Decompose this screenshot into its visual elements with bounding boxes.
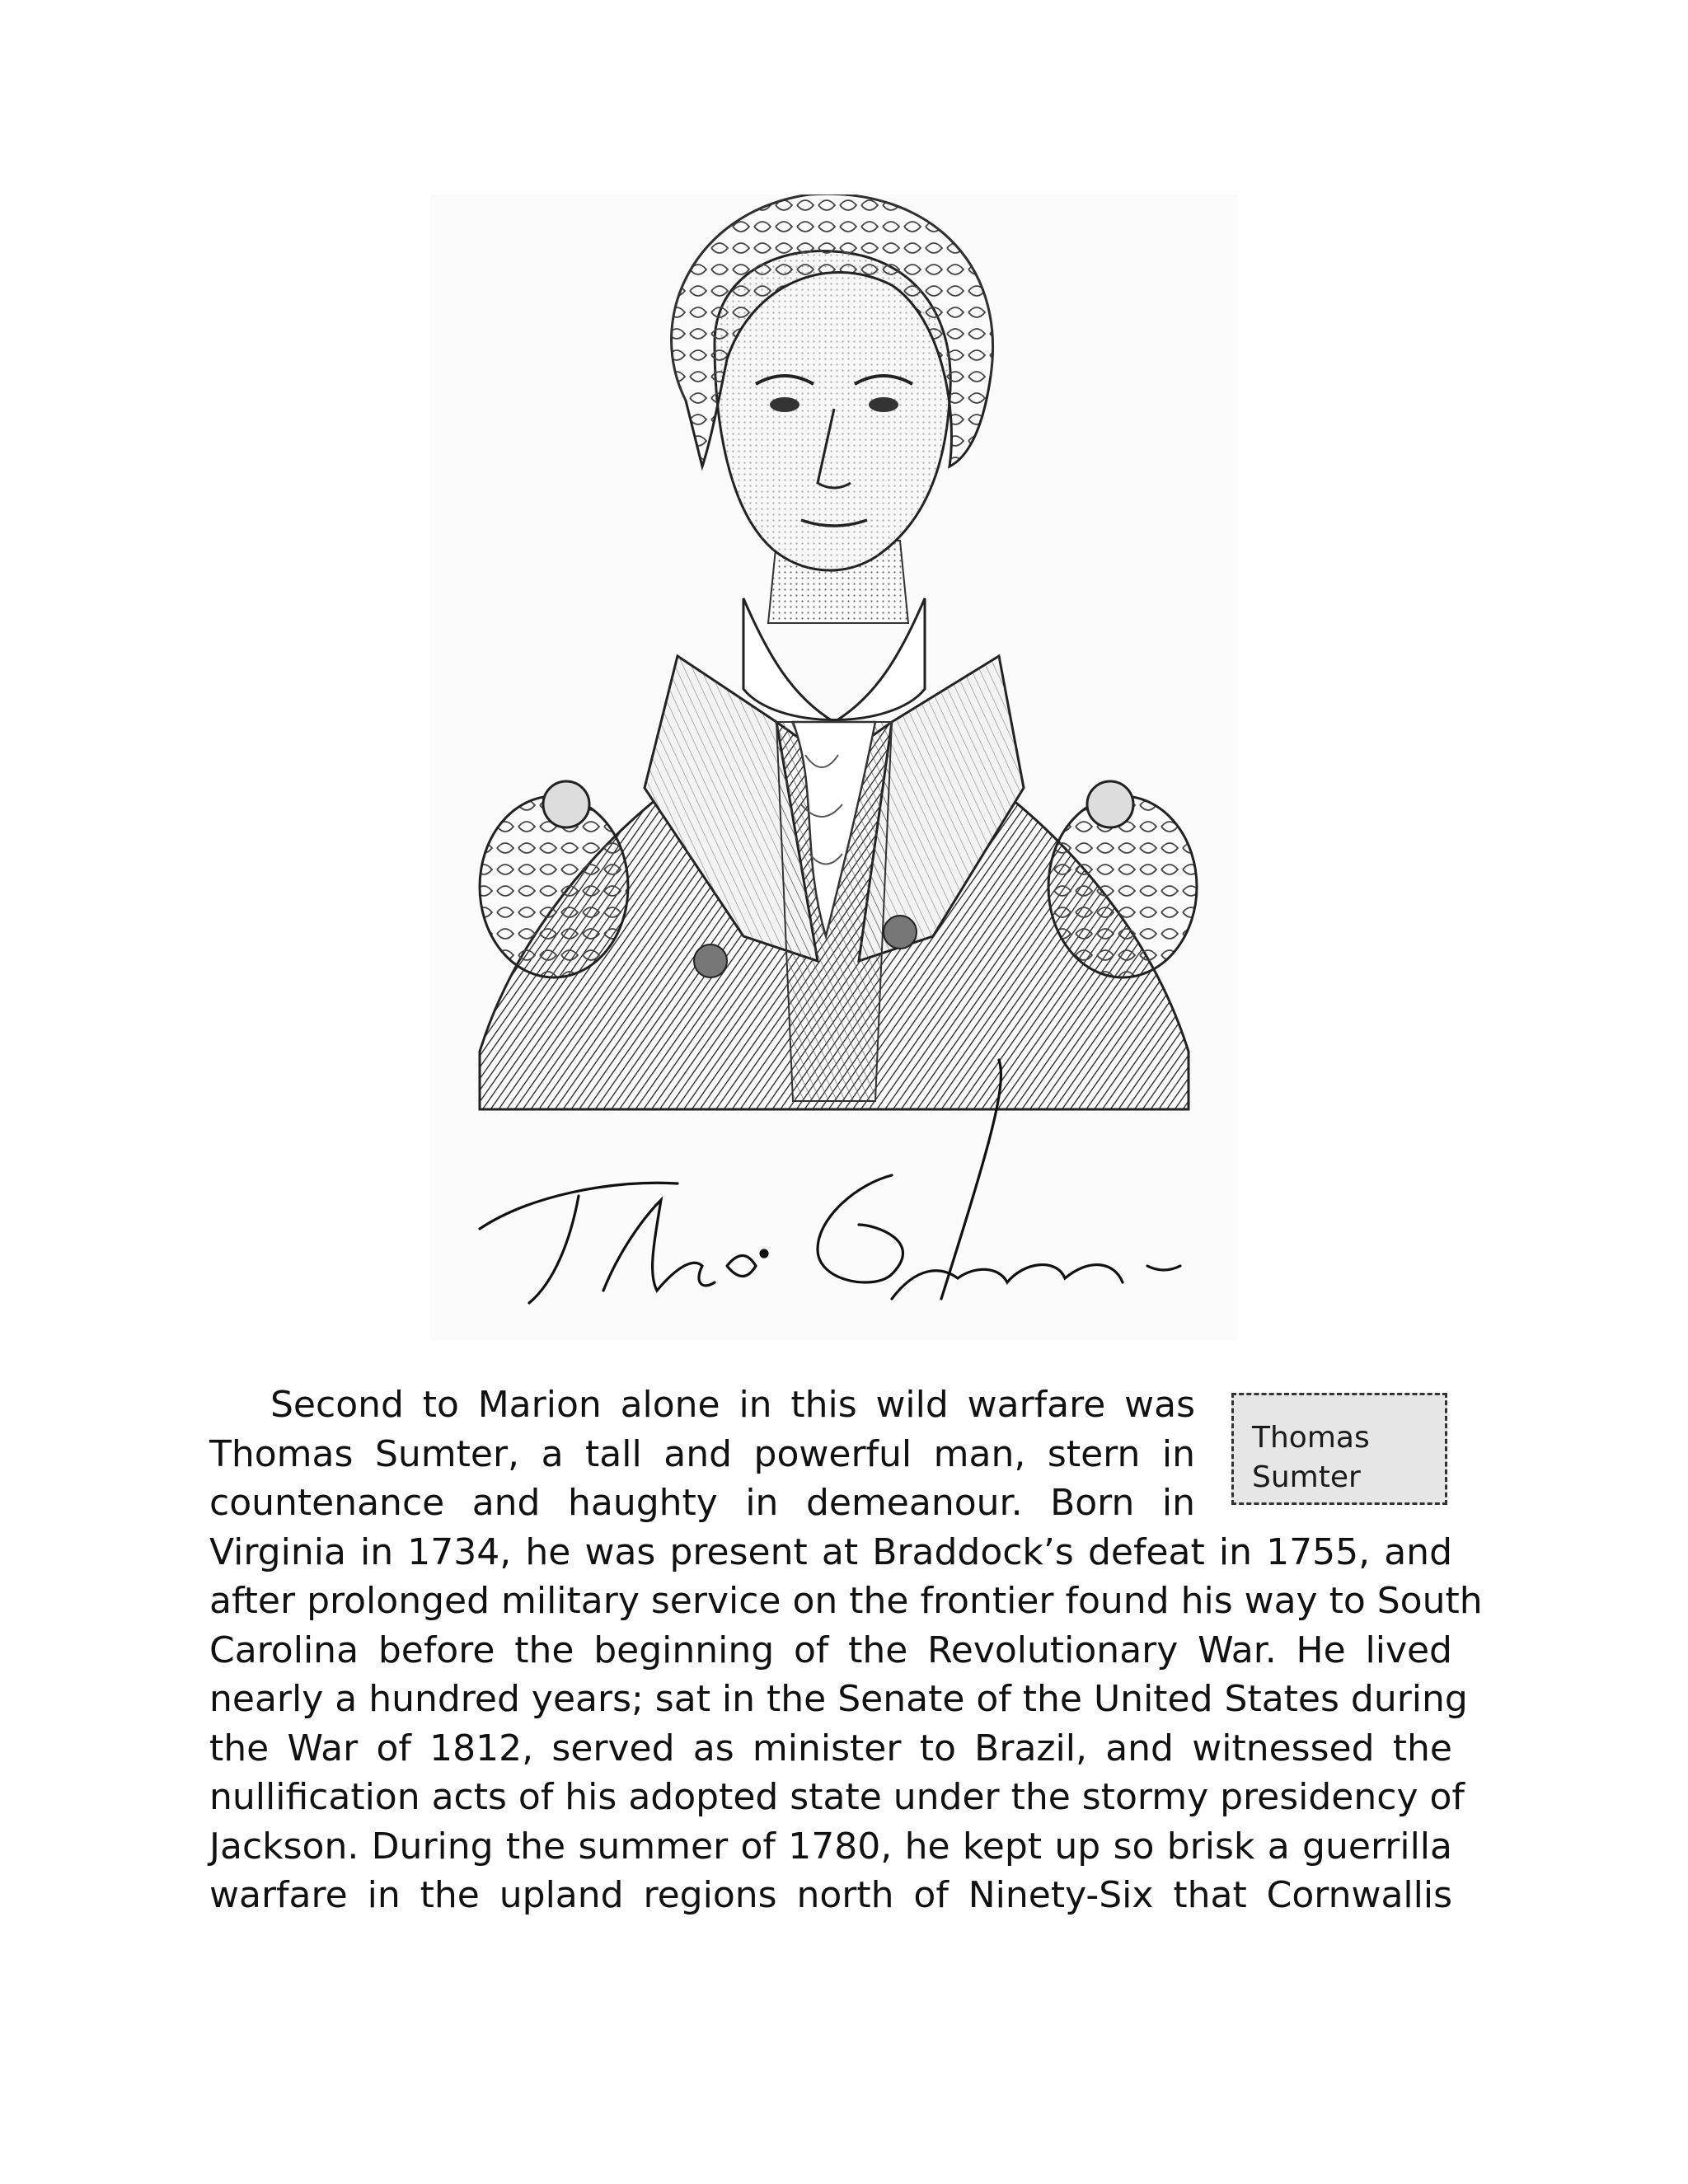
paragraph-line: Jackson. During the summer of 1780, he kept up so brisk a guerrilla <box>209 1825 1452 1868</box>
sidenote-box: Thomas Sumter <box>1231 1393 1447 1505</box>
paragraph-line: Thomas Sumter, a tall and powerful man, stern in <box>209 1432 1195 1475</box>
paragraph-line: warfare in the upland regions north of Ninety-Six that Cornwallis <box>209 1874 1452 1916</box>
paragraph-line: nearly a hundred years; sat in the Senate of the United States during <box>209 1678 1468 1720</box>
portrait-illustration <box>430 194 1238 1340</box>
paragraph-line: Second to Marion alone in this wild warfare was <box>270 1384 1195 1426</box>
paragraph-line: countenance and haughty in demeanour. Born in <box>209 1482 1195 1524</box>
paragraph-line: after prolonged military service on the frontier found his way to South <box>209 1580 1483 1622</box>
portrait-engraving <box>430 194 1238 1340</box>
paragraph-line: Virginia in 1734, he was present at Braddock’s defeat in 1755, and <box>209 1530 1452 1573</box>
paragraph-line: nullification acts of his adopted state under the stormy presidency of <box>209 1776 1465 1818</box>
body-paragraph <box>209 1380 1483 1920</box>
paragraph-line: Carolina before the beginning of the Revolutionary War. He lived <box>209 1629 1452 1671</box>
paragraph-line: the War of 1812, served as minister to Brazil, and witnessed the <box>209 1727 1452 1769</box>
